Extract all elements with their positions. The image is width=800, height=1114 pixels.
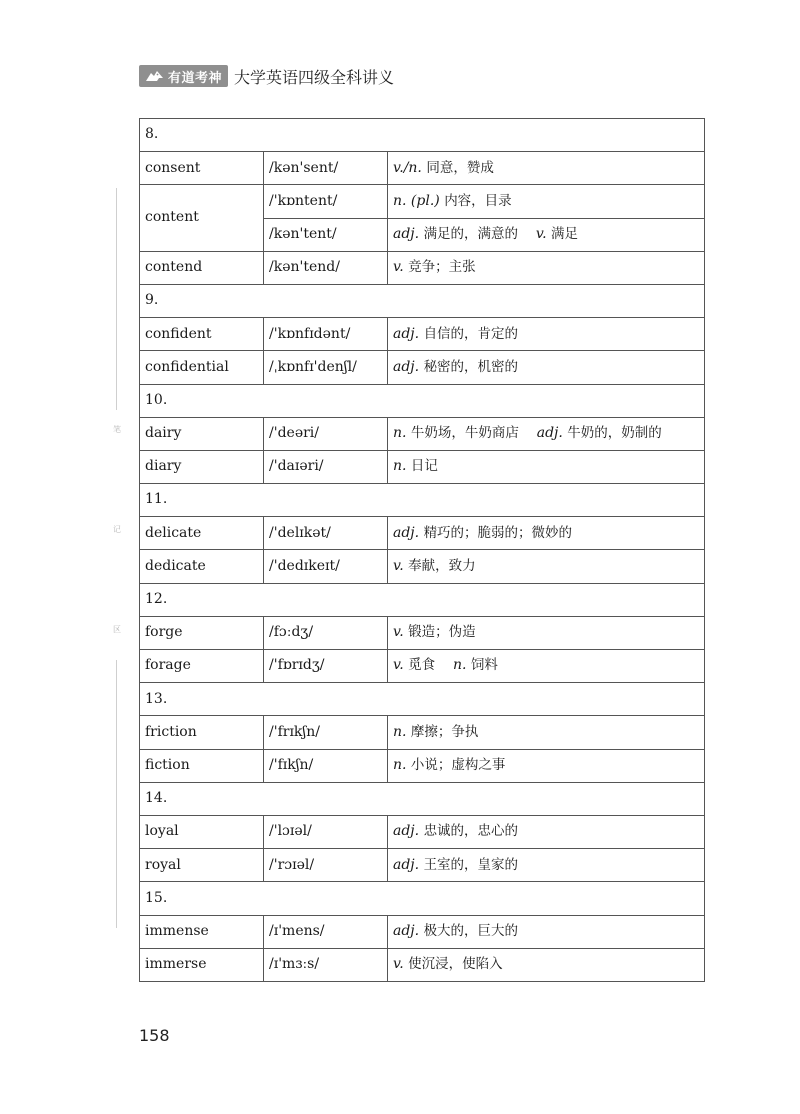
- part-of-speech: n.: [393, 723, 407, 740]
- group-header-row: [140, 782, 705, 815]
- part-of-speech: n.: [393, 425, 407, 442]
- word-cell: immense: [140, 915, 264, 948]
- pronunciation-cell: /ˌkɒnfɪ'denʃl/: [264, 351, 388, 384]
- pronunciation-cell: /'daɪəri/: [264, 450, 388, 483]
- part-of-speech: adj.: [393, 856, 420, 873]
- definition-cell: [388, 616, 705, 649]
- word-cell: friction: [140, 716, 264, 749]
- definition-cell: [388, 948, 705, 981]
- table-row: [140, 550, 705, 583]
- group-header-row: [140, 384, 705, 417]
- pronunciation-cell: /'fɒrɪdʒ/: [264, 650, 388, 683]
- notes-char: 区: [113, 625, 121, 634]
- table-row: [140, 650, 705, 683]
- pronunciation-cell: /ɪ'mens/: [264, 915, 388, 948]
- chinese-meaning: 牛奶的，奶制的: [567, 425, 662, 442]
- table-row: [140, 948, 705, 981]
- chinese-meaning: 精巧的；脆弱的；微妙的: [423, 524, 573, 541]
- group-number: 11.: [140, 484, 705, 517]
- part-of-speech: v.: [393, 956, 404, 973]
- table-row: [140, 616, 705, 649]
- definition-cell: [388, 517, 705, 550]
- vocab-table: [139, 118, 705, 982]
- pronunciation-cell: /'dedɪkeɪt/: [264, 550, 388, 583]
- chinese-meaning: 极大的，巨大的: [423, 922, 519, 939]
- word-cell: loyal: [140, 815, 264, 848]
- pronunciation-cell: /'lɔɪəl/: [264, 815, 388, 848]
- table-row: [140, 915, 705, 948]
- pronunciation-cell: /fɔːdʒ/: [264, 616, 388, 649]
- chinese-meaning: 满足: [551, 225, 579, 242]
- table-row: [140, 251, 705, 284]
- group-header-row: [140, 882, 705, 915]
- part-of-speech: v.: [535, 225, 547, 242]
- definition-cell: [388, 550, 705, 583]
- definition-cell: [388, 185, 705, 218]
- pronunciation-cell: /kən'tent/: [264, 218, 388, 251]
- definition-cell: [388, 915, 705, 948]
- chinese-meaning: 满足的，满意的: [423, 225, 519, 242]
- word-cell: consent: [140, 152, 264, 185]
- definition-cell: [388, 815, 705, 848]
- pronunciation-cell: /'rɔɪəl/: [264, 849, 388, 882]
- pronunciation-cell: /'frɪkʃn/: [264, 716, 388, 749]
- word-cell: confidential: [140, 351, 264, 384]
- chinese-meaning: 同意，赞成: [426, 159, 494, 176]
- pronunciation-cell: /'fɪkʃn/: [264, 749, 388, 782]
- pronunciation-cell: /'kɒnfɪdənt/: [264, 318, 388, 351]
- group-header-row: [140, 484, 705, 517]
- part-of-speech: adj.: [393, 358, 420, 375]
- chinese-meaning: 锻造；伪造: [408, 624, 476, 641]
- word-cell: forge: [140, 616, 264, 649]
- pronunciation-cell: /kən'sent/: [264, 152, 388, 185]
- word-cell: dedicate: [140, 550, 264, 583]
- table-row: [140, 318, 705, 351]
- chinese-meaning: 日记: [410, 458, 438, 475]
- part-of-speech: v.: [393, 557, 404, 574]
- table-row: [140, 185, 705, 218]
- fox-logo-icon: [145, 69, 165, 83]
- table-row: [140, 815, 705, 848]
- chinese-meaning: 忠诚的，忠心的: [423, 823, 519, 840]
- pronunciation-cell: /kən'tend/: [264, 251, 388, 284]
- pronunciation-cell: /'deəri/: [264, 417, 388, 450]
- definition-cell: [388, 849, 705, 882]
- pronunciation-cell: /ɪ'mɜːs/: [264, 948, 388, 981]
- part-of-speech: v.: [393, 624, 404, 641]
- word-cell: diary: [140, 450, 264, 483]
- page-header: [139, 64, 394, 88]
- pronunciation-cell: /'delɪkət/: [264, 517, 388, 550]
- pronunciation-cell: /'kɒntent/: [264, 185, 388, 218]
- page-number: 158: [139, 1026, 170, 1045]
- word-cell: contend: [140, 251, 264, 284]
- definition-cell: [388, 351, 705, 384]
- definition-cell: [388, 152, 705, 185]
- definition-cell: [388, 318, 705, 351]
- group-header-row: [140, 284, 705, 317]
- word-cell: fiction: [140, 749, 264, 782]
- chinese-meaning: 竞争；主张: [408, 259, 476, 276]
- word-cell: dairy: [140, 417, 264, 450]
- part-of-speech: adj.: [393, 225, 420, 242]
- book-title: 大学英语四级全科讲义: [234, 67, 395, 87]
- part-of-speech: adj.: [393, 524, 420, 541]
- brand-name: 有道考神: [168, 70, 223, 86]
- group-header-row: [140, 583, 705, 616]
- table-row: [140, 417, 705, 450]
- part-of-speech: v.: [393, 657, 404, 674]
- table-row: [140, 716, 705, 749]
- group-number: 8.: [140, 119, 705, 152]
- word-cell: royal: [140, 849, 264, 882]
- vocab-table-body: [140, 119, 705, 982]
- chinese-meaning: 王室的，皇家的: [423, 856, 519, 873]
- brand-badge: [139, 65, 228, 87]
- table-row: [140, 450, 705, 483]
- part-of-speech: n.: [393, 756, 407, 773]
- table-row: [140, 152, 705, 185]
- part-of-speech: n.: [393, 458, 407, 475]
- part-of-speech: adj.: [393, 325, 420, 342]
- part-of-speech: n. (pl.): [393, 192, 440, 209]
- definition-cell: [388, 749, 705, 782]
- margin-line: [116, 188, 117, 410]
- notes-margin: [112, 188, 122, 928]
- notes-char: 记: [113, 525, 121, 534]
- table-row: [140, 749, 705, 782]
- definition-cell: [388, 716, 705, 749]
- definition-cell: [388, 218, 705, 251]
- word-cell: confident: [140, 318, 264, 351]
- part-of-speech: adj.: [536, 425, 563, 442]
- chinese-meaning: 小说；虚构之事: [410, 756, 506, 773]
- margin-line: [116, 660, 117, 928]
- chinese-meaning: 觅食: [408, 657, 436, 674]
- word-cell: content: [140, 185, 264, 251]
- group-number: 15.: [140, 882, 705, 915]
- chinese-meaning: 牛奶场，牛奶商店: [410, 425, 519, 442]
- group-header-row: [140, 683, 705, 716]
- table-row: [140, 351, 705, 384]
- word-cell: immerse: [140, 948, 264, 981]
- group-number: 9.: [140, 284, 705, 317]
- word-cell: delicate: [140, 517, 264, 550]
- part-of-speech: v./n.: [393, 159, 422, 176]
- chinese-meaning: 饲料: [470, 657, 498, 674]
- table-row: [140, 849, 705, 882]
- word-cell: forage: [140, 650, 264, 683]
- definition-cell: [388, 450, 705, 483]
- table-row: [140, 517, 705, 550]
- part-of-speech: n.: [452, 657, 467, 674]
- definition-cell: [388, 251, 705, 284]
- part-of-speech: v.: [393, 259, 404, 276]
- chinese-meaning: 使沉浸，使陷入: [408, 956, 503, 973]
- chinese-meaning: 摩擦；争执: [410, 723, 479, 740]
- group-number: 10.: [140, 384, 705, 417]
- part-of-speech: adj.: [393, 823, 420, 840]
- definition-cell: [388, 417, 705, 450]
- chinese-meaning: 秘密的，机密的: [423, 358, 519, 375]
- group-header-row: [140, 119, 705, 152]
- part-of-speech: adj.: [393, 922, 420, 939]
- chinese-meaning: 内容，目录: [444, 192, 512, 209]
- group-number: 12.: [140, 583, 705, 616]
- group-number: 14.: [140, 782, 705, 815]
- definition-cell: [388, 650, 705, 683]
- group-number: 13.: [140, 683, 705, 716]
- notes-char: 笔: [113, 425, 121, 434]
- chinese-meaning: 奉献，致力: [408, 557, 476, 574]
- chinese-meaning: 自信的，肯定的: [423, 325, 519, 342]
